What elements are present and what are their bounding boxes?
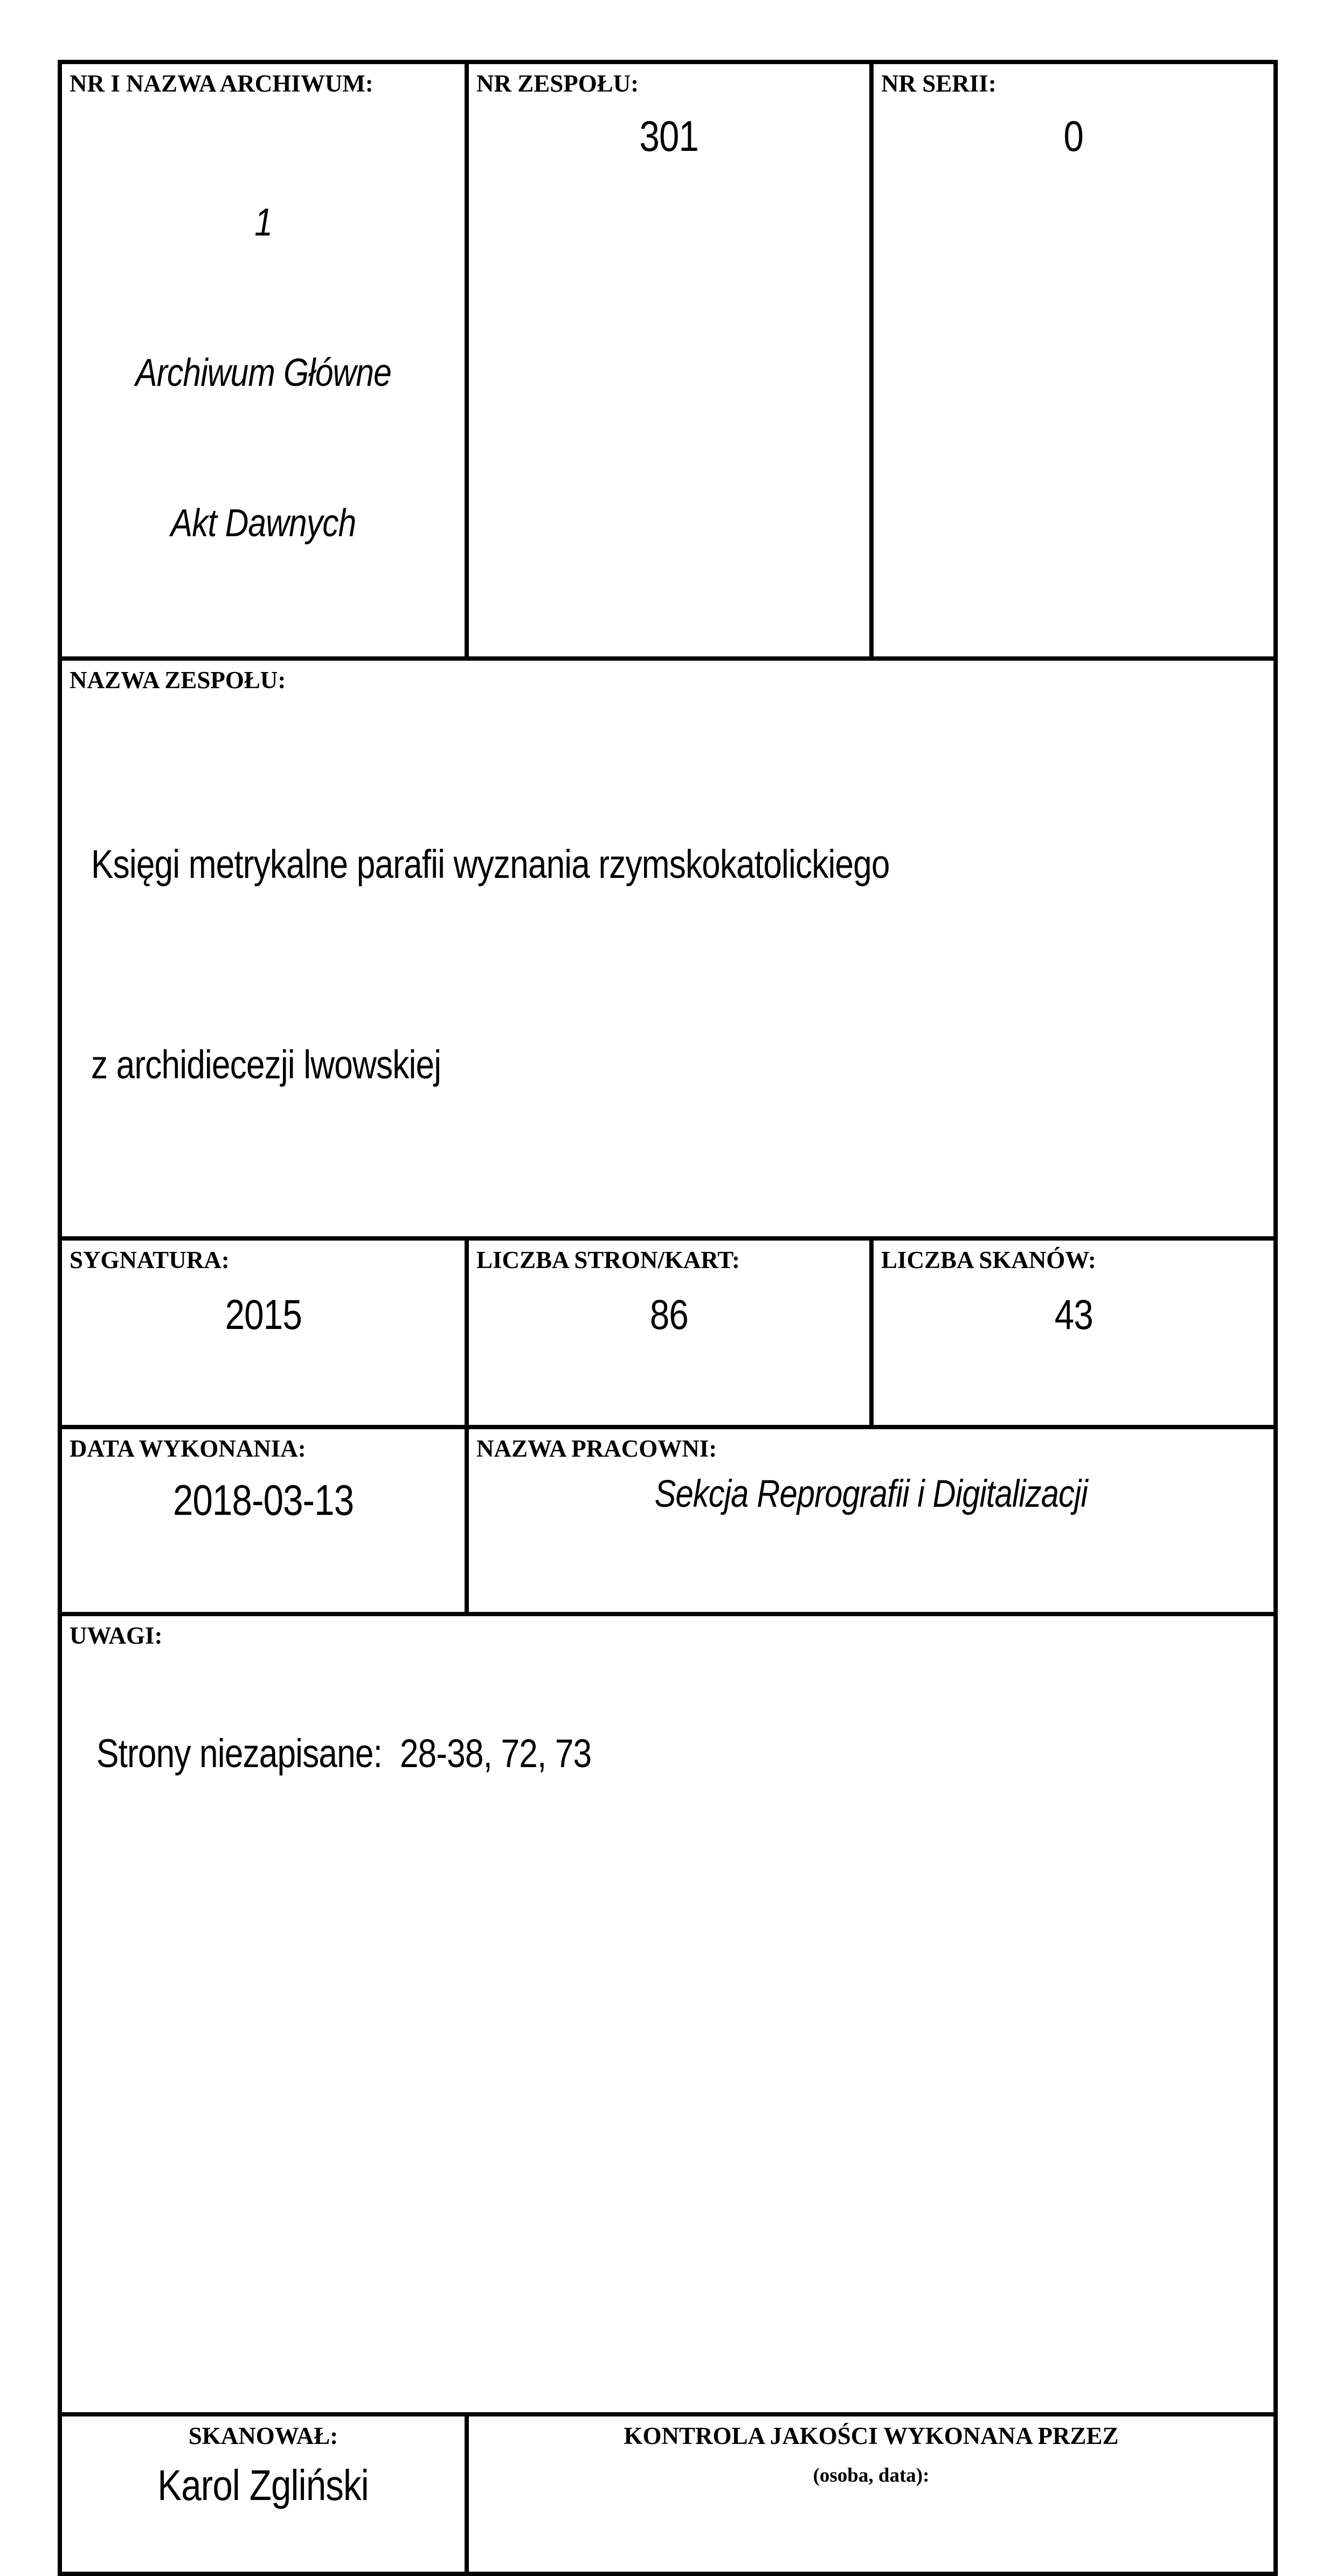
cell-workshop-name	[467, 1427, 1276, 1614]
series-number-value: 0	[1063, 112, 1084, 160]
fonds-number-label: NR ZESPOŁU:	[476, 70, 639, 97]
archive-value-wrap	[70, 98, 457, 652]
scans-count-label: LICZBA SKANÓW:	[881, 1247, 1096, 1273]
signature-label: SYGNATURA:	[70, 1247, 230, 1273]
workshop-name-label: NAZWA PRACOWNI:	[476, 1435, 717, 1462]
scanned-by-value: Karol Zgliński	[157, 2461, 369, 2509]
remarks-label: UWAGI:	[70, 1622, 163, 1649]
archive-value: 1 Archiwum Główne Akt Dawnych	[135, 201, 391, 545]
fonds-name-value: Księgi metrykalne parafii wyznania rzymskokatolickiego z archidiecezji lwowskiej	[91, 842, 890, 1087]
cell-remarks	[60, 1614, 1276, 2414]
row-remarks	[60, 1614, 1276, 2414]
cell-fonds-name	[60, 659, 1276, 1238]
fonds-number-value: 301	[639, 112, 699, 160]
workshop-name-value: Sekcja Reprografii i Digitalizacji	[654, 1473, 1088, 1515]
cell-quality-control	[467, 2414, 1276, 2574]
cell-signature	[60, 1238, 467, 1427]
scanned-by-label: SKANOWAŁ:	[188, 2422, 338, 2449]
cell-fonds-number	[467, 62, 871, 659]
row-execution	[60, 1427, 1276, 1614]
scans-count-value: 43	[1054, 1291, 1093, 1338]
cell-scans-count	[871, 1238, 1276, 1427]
cell-scanned-by	[60, 2414, 467, 2574]
row-signature	[60, 1238, 1276, 1427]
row-signoff	[60, 2414, 1276, 2574]
archive-label: NR I NAZWA ARCHIWUM:	[70, 70, 373, 97]
cell-execution-date	[60, 1427, 467, 1614]
quality-control-sublabel: (osoba, data):	[813, 2464, 930, 2487]
cell-series-number	[871, 62, 1276, 659]
series-number-label: NR SERII:	[881, 70, 996, 97]
quality-control-label: KONTROLA JAKOŚCI WYKONANA PRZEZ	[624, 2422, 1119, 2449]
cell-archive	[60, 62, 467, 659]
row-archive	[60, 62, 1276, 659]
pages-count-label: LICZBA STRON/KART:	[476, 1247, 740, 1273]
archive-metadata-table	[58, 60, 1278, 2576]
execution-date-value: 2018-03-13	[172, 1476, 354, 1524]
fonds-name-label: NAZWA ZESPOŁU:	[70, 667, 286, 694]
pages-count-value: 86	[649, 1291, 689, 1338]
row-fonds-name	[60, 659, 1276, 1238]
remarks-value: Strony niezapisane: 28-38, 72, 73	[96, 1731, 592, 1776]
signature-value: 2015	[225, 1291, 302, 1338]
cell-pages-count	[467, 1238, 871, 1427]
execution-date-label: DATA WYKONANIA:	[70, 1435, 306, 1462]
